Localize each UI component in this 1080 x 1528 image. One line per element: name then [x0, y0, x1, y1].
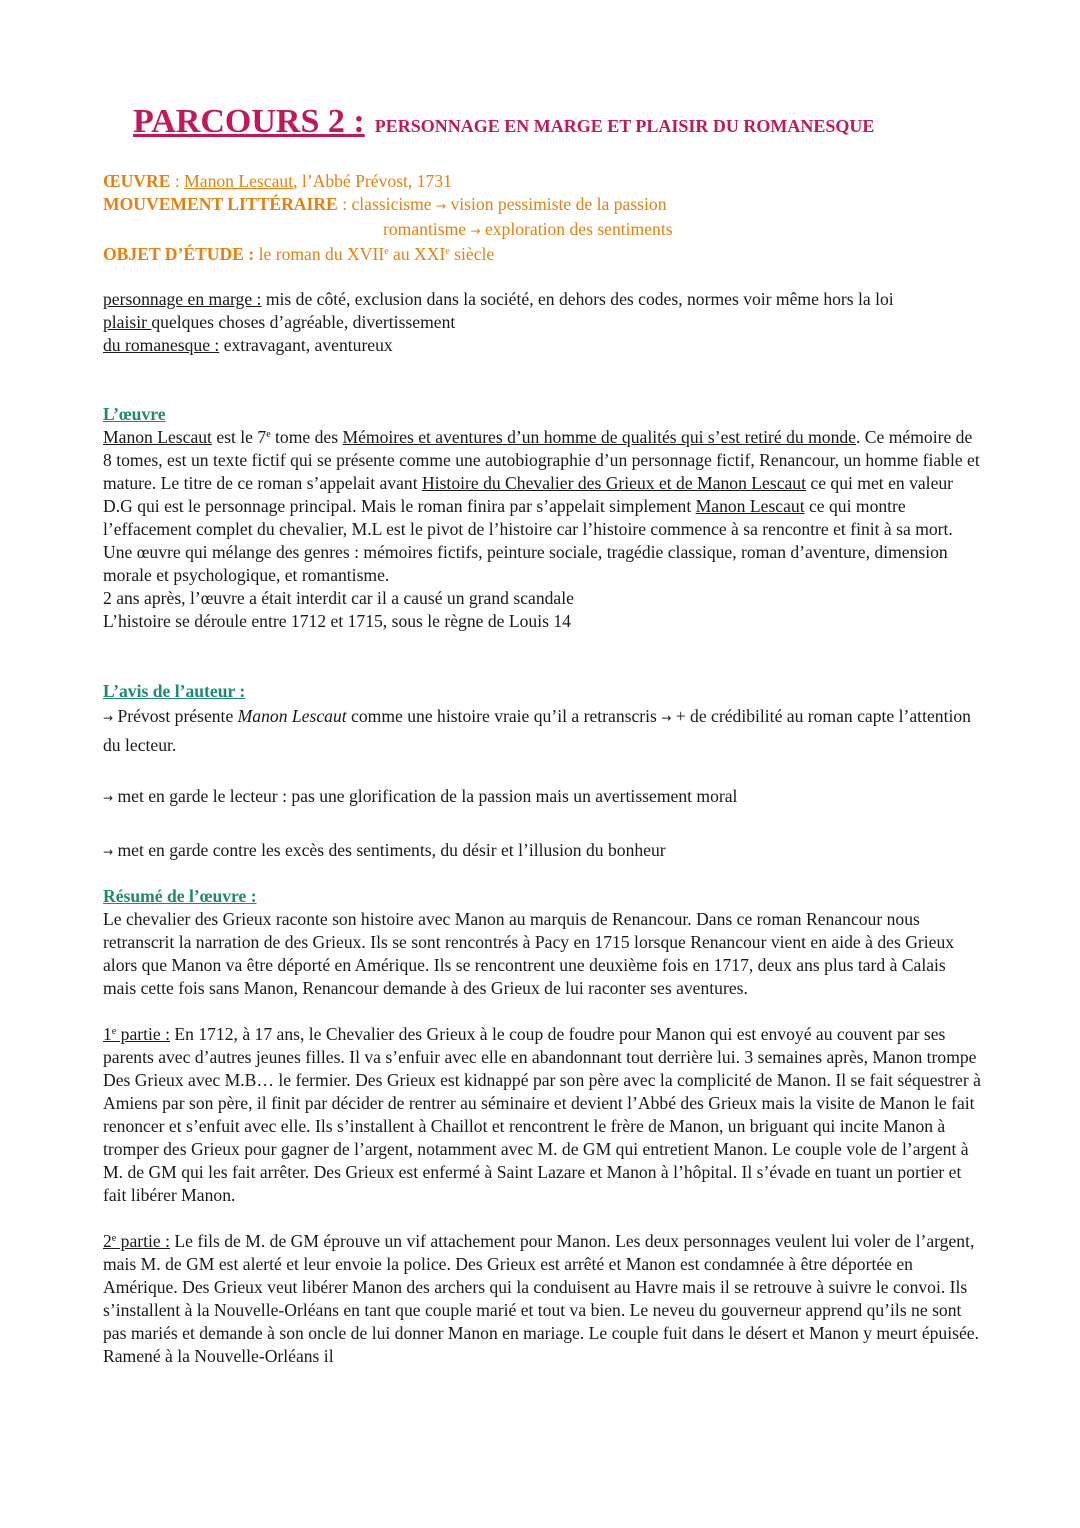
title-ref: Manon Lescaut	[237, 706, 347, 726]
title-ref: Histoire du Chevalier des Grieux et de Manon Lescaut	[421, 473, 806, 493]
objet-sup2: e	[445, 246, 450, 257]
arrow-icon: →	[103, 791, 114, 805]
def-term: personnage en marge :	[103, 289, 262, 309]
def-text: extravagant, aventureux	[219, 335, 393, 355]
mouvement-classicisme-desc: vision pessimiste de la passion	[450, 194, 667, 214]
section-heading-avis: L’avis de l’auteur :	[103, 681, 246, 701]
title-main: PARCOURS 2 :	[133, 103, 365, 140]
section-avis	[103, 680, 983, 864]
sup: e	[111, 1026, 117, 1037]
part-label	[103, 1231, 170, 1251]
title-ref: Mémoires et aventures d’un homme de qualités qui s’est retiré du monde	[342, 427, 856, 447]
text: Prévost présente	[113, 706, 238, 726]
page-title	[133, 103, 874, 141]
meta-mouvement-2	[103, 218, 983, 243]
meta-mouvement	[103, 193, 983, 218]
resume-part-2	[103, 1230, 983, 1368]
meta-block	[103, 170, 983, 266]
oeuvre-label: ŒUVRE	[103, 171, 171, 191]
definition-personnage	[103, 288, 983, 311]
objet-text-c: siècle	[449, 244, 495, 264]
arrow-icon: →	[661, 711, 672, 725]
sup: e	[111, 1233, 117, 1244]
mouvement-romantisme: romantisme	[383, 219, 467, 239]
part-text: Le fils de M. de GM éprouve un vif attachement pour Manon. Les deux personnages veulent lui voler de l’argent, mais M. de GM est alerté et leur envoie la police. Des Grieux est arrêté et Manon est condamnée à être déportée en Amérique. Des Grieux veut libérer Manon des archers qui la conduisent au Havre mais il se retrouve à suivre le convoi. Ils s’installent à la Nouvelle-Orléans en tant que couple marié et tout va bien. Le neveu du gouverneur apprend qu’ils ne sont pas mariés et demande à son oncle de lui donner Manon en mariage. Le couple fuit dans le désert et Manon y meurt épuisée. Ramené à la Nouvelle-Orléans il	[103, 1231, 979, 1366]
text: met en garde le lecteur : pas une glorification de la passion mais un avertissement moral	[113, 786, 738, 806]
oeuvre-sep: :	[170, 171, 185, 191]
text: + de crédibilité au roman capte l’attention du lecteur.	[103, 706, 971, 755]
text: comme une histoire vraie qu’il a retranscris	[346, 706, 662, 726]
text: est le 7	[211, 427, 267, 447]
resume-paragraph-1: Le chevalier des Grieux raconte son histoire avec Manon au marquis de Renancour. Dans ce roman Renancour nous retranscrit la narration de des Grieux. Ils se sont rencontrés à Pacy en 1715 lorsque Renancour vient en aide à des Grieux alors que Manon va être déporté en Amérique. Ils se rencontrent une deuxième fois en 1717, deux ans plus tard à Calais mais cette fois sans Manon, Renancour demande à des Grieux de lui raconter ses aventures.	[103, 909, 955, 998]
oeuvre-paragraph-1	[103, 426, 983, 541]
objet-label: OBJET D’ÉTUDE :	[103, 244, 255, 264]
mouvement-sep: :	[337, 194, 352, 214]
definition-plaisir	[103, 311, 983, 334]
definitions	[103, 288, 983, 357]
def-text: quelques choses d’agréable, divertissement	[151, 312, 456, 332]
section-heading-oeuvre: L’œuvre	[103, 404, 166, 424]
text: met en garde contre les excès des sentiments, du désir et l’illusion du bonheur	[113, 840, 666, 860]
title-ref: Manon Lescaut	[103, 427, 212, 447]
avis-line-1	[103, 703, 983, 759]
section-heading-resume: Résumé de l’œuvre :	[103, 886, 257, 906]
part-label-text: partie :	[116, 1024, 170, 1044]
title-subtitle: PERSONNAGE EN MARGE ET PLAISIR DU ROMANESQUE	[374, 116, 875, 136]
definition-romanesque	[103, 334, 983, 357]
arrow-icon: →	[470, 224, 481, 238]
arrow-icon: →	[436, 199, 447, 213]
part-label-text: partie :	[116, 1231, 170, 1251]
oeuvre-title: Manon Lescaut	[184, 171, 294, 191]
oeuvre-paragraph-3: 2 ans après, l’œuvre a était interdit car il a causé un grand scandale	[103, 588, 574, 608]
text: ce qui montre l’effacement complet du chevalier, M.L est le pivot de l’histoire car l’histoire commence à sa rencontre et finit à sa mort.	[103, 496, 953, 539]
mouvement-label: MOUVEMENT LITTÉRAIRE	[103, 194, 338, 214]
meta-objet	[103, 243, 983, 266]
mouvement-romantisme-desc: exploration des sentiments	[484, 219, 673, 239]
objet-text-a: le roman du XVII	[254, 244, 385, 264]
def-term: du romanesque :	[103, 335, 220, 355]
meta-oeuvre	[103, 170, 983, 193]
arrow-icon: →	[103, 711, 114, 725]
section-oeuvre	[103, 403, 983, 633]
avis-line-3	[103, 839, 983, 864]
oeuvre-rest: , l’Abbé Prévost, 1731	[293, 171, 452, 191]
def-text: mis de côté, exclusion dans la société, en dehors des codes, normes voir même hors la loi	[261, 289, 894, 309]
oeuvre-paragraph-4: L’histoire se déroule entre 1712 et 1715, sous le règne de Louis 14	[103, 611, 571, 631]
arrow-icon: →	[103, 845, 114, 859]
part-label	[103, 1024, 170, 1044]
text: ce qui met en valeur D.G qui est le personnage principal. Mais le roman finira par s’appelait simplement	[103, 473, 954, 516]
part-text: En 1712, à 17 ans, le Chevalier des Grieux à le coup de foudre pour Manon qui est envoyé au couvent par ses parents avec d’autres jeunes filles. Il va s’enfuir avec elle en abandonnant tout derrière lui. 3 semaines après, Manon trompe Des Grieux avec M.B… le fermier. Des Grieux est kidnappé par son père avec la complicité de Manon. Il se fait séquestrer à Amiens par son père, il finit par décider de rentrer au séminaire et devient l’Abbé des Grieux mais la visite de Manon le fait renoncer et s’enfuit avec elle. Ils s’installent à Chaillot et rencontrent le frère de Manon, un briguant qui incite Manon à tromper des Grieux pour gagner de l’argent, notamment avec M. de GM qui entretient Manon. Le couple vole de l’argent à M. de GM qui les fait arrêter. Des Grieux est enfermé à Saint Lazare et Manon à l’hôpital. Il s’évade en tuant un portier et fait libérer Manon.	[103, 1024, 981, 1205]
section-resume	[103, 885, 983, 1368]
mouvement-classicisme: classicisme	[351, 194, 432, 214]
resume-part-1	[103, 1023, 983, 1207]
part-num: 1	[103, 1024, 112, 1044]
title-ref: Manon Lescaut	[695, 496, 805, 516]
part-num: 2	[103, 1231, 112, 1251]
avis-line-2	[103, 785, 983, 810]
text: . Ce mémoire de 8 tomes, est un texte fictif qui se présente comme une autobiographie d’un personnage fictif, Renancour, un homme fiable et mature. Le titre de ce roman s’appelait avant	[103, 427, 980, 493]
sup: e	[266, 429, 271, 440]
objet-sup1: e	[384, 246, 389, 257]
def-term: plaisir	[103, 312, 152, 332]
text: tome des	[270, 427, 343, 447]
oeuvre-paragraph-2: Une œuvre qui mélange des genres : mémoires fictifs, peinture sociale, tragédie classique, roman d’aventure, dimension morale et psychologique, et romantisme.	[103, 542, 948, 585]
objet-text-b: au XXI	[388, 244, 446, 264]
